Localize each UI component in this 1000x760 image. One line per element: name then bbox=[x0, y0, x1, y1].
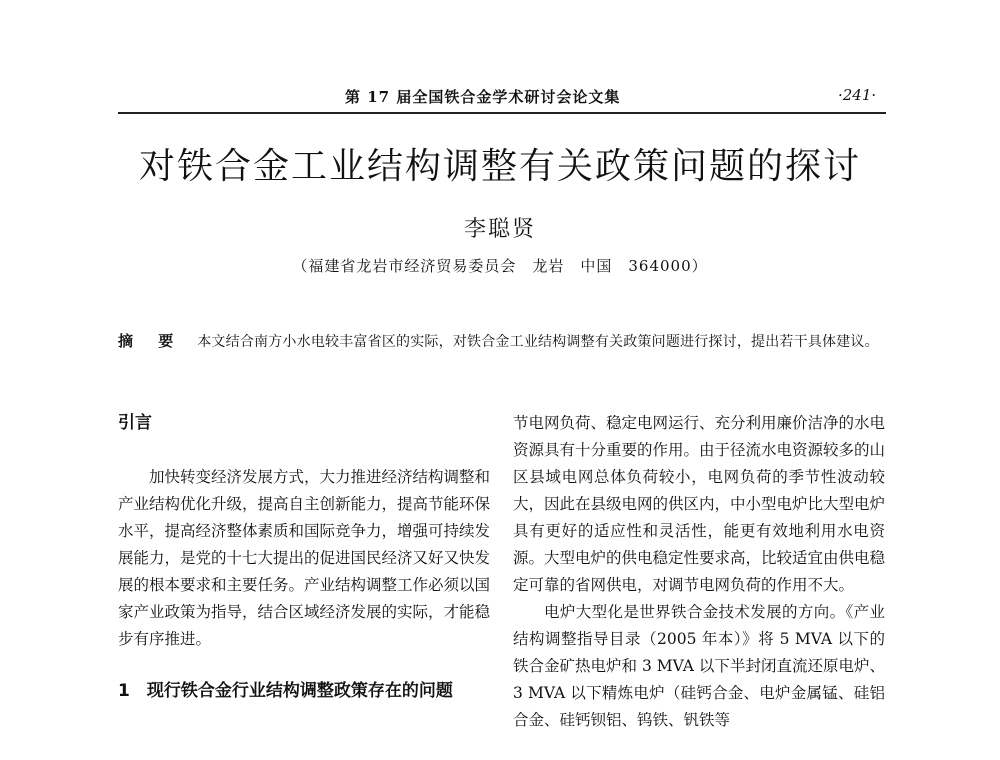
author-name: 李聪贤 bbox=[463, 217, 536, 242]
section1-heading: 1 现行铁合金行业结构调整政策存在的问题 bbox=[118, 681, 453, 701]
abstract bbox=[118, 328, 886, 355]
right-column bbox=[513, 410, 885, 734]
abstract-label: 摘 要 bbox=[118, 332, 184, 350]
page-number: ·241· bbox=[838, 86, 877, 104]
right-paragraph-2: 电炉大型化是世界铁合金技术发展的方向。《产业结构调整指导目录（2005 年本）》将 5 MVA 以下的铁合金矿热电炉和 3 MVA 以下半封闭直流还原电炉、3 MVA 以下精炼电炉（硅钙合金、电炉金属锰、硅铝合金、硅钙钡铝、钨铁、钒铁等 bbox=[513, 603, 885, 729]
left-column bbox=[118, 410, 490, 705]
header-rule bbox=[118, 112, 886, 114]
right-paragraph-1: 节电网负荷、稳定电网运行、充分利用廉价洁净的水电资源具有十分重要的作用。由于径流水电资源较多的山区县域电网总体负荷较小，电网负荷的季节性波动较大，因此在县级电网的供区内，中小型电炉比大型电炉具有更好的适应性和灵活性，能更有效地利用水电资源。大型电炉的供电稳定性要求高，比较适宜由供电稳定可靠的省网供电，对调节电网负荷的作用不大。 bbox=[513, 414, 886, 594]
intro-heading: 引言 bbox=[118, 413, 152, 433]
abstract-text: 本文结合南方小水电较丰富省区的实际，对铁合金工业结构调整有关政策问题进行探讨，提出若干具体建议。 bbox=[197, 334, 879, 350]
intro-paragraph: 加快转变经济发展方式，大力推进经济结构调整和产业结构优化升级，提高自主创新能力，提高节能环保水平，提高经济整体素质和国际竞争力，增强可持续发展能力，是党的十七大提出的促进国民经济又好又快发展的根本要求和主要任务。产业结构调整工作必须以国家产业政策为指导，结合区域经济发展的实际，才能稳步有序推进。 bbox=[118, 468, 491, 648]
proceedings-title: 第 17 届全国铁合金学术研讨会论文集 bbox=[345, 88, 621, 106]
paper-title: 对铁合金工业结构调整有关政策问题的探讨 bbox=[138, 146, 861, 187]
author-affiliation: （福建省龙岩市经济贸易委员会 龙岩 中国 364000） bbox=[292, 257, 708, 275]
